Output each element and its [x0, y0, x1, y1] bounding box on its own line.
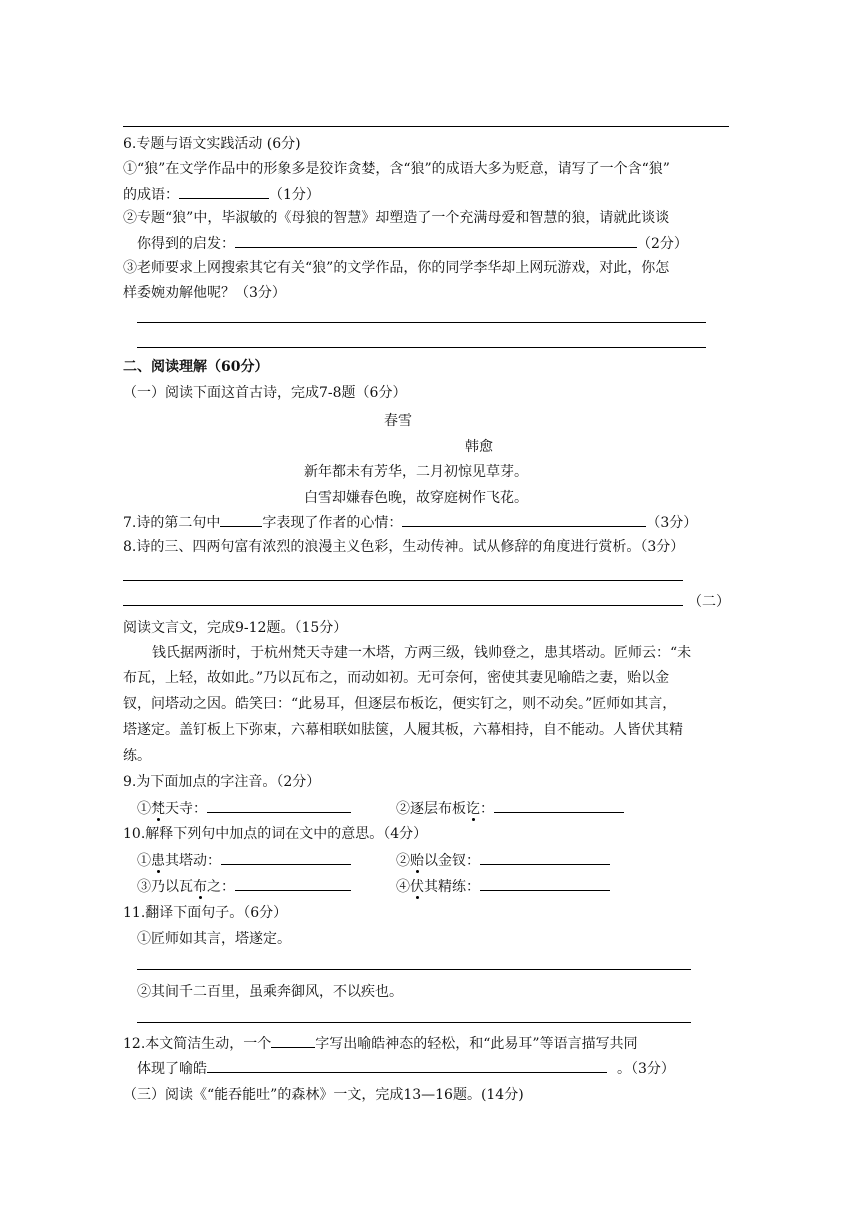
- part3-instruction: （三）阅读《“能吞能吐”的森林》一文，完成13—16题。(14分): [123, 1087, 524, 1103]
- q10-title: 10.解释下列句中加点的词在文中的意思。（4分）: [123, 826, 428, 842]
- q10-1-num: ①: [137, 853, 151, 869]
- prose-line-2: 布瓦，上轻，故如此。”乃以瓦布之，而动如初。无可奈何，密使其妻见喻皓之妻，贻以金: [123, 670, 670, 686]
- q11-title: 11.翻译下面句子。（6分）: [123, 905, 288, 921]
- q12-pre: 12.本文简洁生动，一个: [123, 1036, 272, 1052]
- q6-part1-line2: [123, 184, 320, 205]
- q6-part3-line1: ③老师要求上网搜索其它有关“狼”的文学作品，你的同学李华却上网玩游戏，对此，你怎: [123, 260, 670, 276]
- dotted-char: 患: [151, 853, 165, 869]
- answer-line: [123, 126, 729, 127]
- q6-part2-prefix: 你得到的启发：: [137, 236, 235, 252]
- q10-4-rest: 其精练：: [424, 879, 480, 895]
- answer-line[interactable]: [137, 322, 706, 323]
- prose-line-1: 钱氏据两浙时，于杭州梵天寺建一木塔，方两三级，钱帅登之，患其塔动。匠师云：“未: [152, 645, 692, 661]
- q9-2-rest: ：: [480, 801, 494, 817]
- answer-blank[interactable]: [271, 1033, 315, 1048]
- q7-mood-blank[interactable]: [402, 512, 646, 527]
- dotted-char: 梵: [151, 801, 165, 817]
- idiom-answer-blank[interactable]: [179, 184, 269, 199]
- q10-item-4: [396, 876, 610, 897]
- dotted-char: 布: [193, 879, 207, 895]
- q10-1-rest: 其塔动：: [165, 853, 221, 869]
- dotted-char: 伏: [410, 879, 424, 895]
- q11-sentence-1: ①匠师如其言，塔遂定。: [137, 931, 291, 947]
- part2-instruction: 阅读文言文，完成9-12题。（15分）: [123, 620, 348, 636]
- q12-score: 。（3分）: [617, 1061, 675, 1077]
- q12-line-1: [123, 1033, 638, 1054]
- q7-score: （3分）: [646, 515, 698, 531]
- q9-1-num: ①: [137, 801, 151, 817]
- q10-item-2: [396, 850, 610, 871]
- q9-1-rest: 天寺：: [165, 801, 207, 817]
- poem-author: 韩愈: [465, 439, 493, 455]
- q10-item-3: [137, 876, 351, 897]
- section-title: 二、阅读理解（60分）: [123, 359, 269, 375]
- answer-line[interactable]: [123, 580, 683, 581]
- prose-line-3: 钗，问塔动之因。皓笑曰：“此易耳，但逐层布板讫，便实钉之，则不动矣。”匠师如其言，: [123, 696, 677, 712]
- answer-blank[interactable]: [235, 876, 351, 891]
- answer-blank[interactable]: [221, 850, 351, 865]
- q6-part2-line1: ②专题“狼”中，毕淑敏的《母狼的智慧》却塑造了一个充满母爱和智慧的狼，请就此谈谈: [123, 210, 670, 226]
- poem-line-1: 新年都未有芳华，二月初惊见草芽。: [304, 464, 528, 480]
- answer-line[interactable]: [137, 347, 706, 348]
- prose-line-5: 练。: [123, 748, 151, 764]
- dotted-char: 讫: [466, 801, 480, 817]
- q10-3-rest: 之：: [207, 879, 235, 895]
- answer-blank[interactable]: [207, 798, 351, 813]
- q6-part1-prefix: 的成语：: [123, 187, 179, 203]
- answer-line[interactable]: [137, 969, 691, 970]
- dotted-char: 贻: [410, 853, 424, 869]
- q6-title: 6.专题与语文实践活动 (6分): [123, 136, 301, 152]
- answer-line[interactable]: [137, 1022, 691, 1023]
- q9-2-pre: ②逐层布板: [396, 801, 466, 817]
- q6-part1-line1: ①“狼”在文学作品中的形象多是狡诈贪婪，含“狼”的成语大多为贬意，请写了一个含“狼”: [123, 161, 670, 177]
- q10-2-rest: 以金钗：: [424, 853, 480, 869]
- answer-blank[interactable]: [480, 876, 610, 891]
- answer-blank[interactable]: [480, 850, 610, 865]
- inspiration-answer-blank[interactable]: [235, 233, 637, 248]
- q6-part2-score: （2分）: [637, 236, 688, 252]
- q10-item-1: [137, 850, 351, 871]
- q7-prefix: 7.诗的第二句中: [123, 515, 221, 531]
- q7-word-blank[interactable]: [220, 512, 262, 527]
- q10-3-pre: ③乃以瓦: [137, 879, 193, 895]
- q9-item-1: [137, 798, 351, 819]
- q12-line2-pre: 体现了喻皓: [137, 1061, 207, 1077]
- prose-line-4: 塔遂定。盖钉板上下弥束，六幕相联如胠箧，人履其板，六幕相持，自不能动。人皆伏其精: [123, 722, 683, 738]
- poem-line-2: 白雪却嫌春色晚，故穿庭树作飞花。: [304, 490, 528, 506]
- answer-blank[interactable]: [494, 798, 624, 813]
- answer-line[interactable]: [123, 605, 683, 606]
- q9-title: 9.为下面加点的字注音。（2分）: [123, 774, 321, 790]
- q8: 8.诗的三、四两句富有浓烈的浪漫主义色彩，生动传神。试从修辞的角度进行赏析。（3分）: [123, 539, 685, 555]
- q6-part1-score: （1分）: [269, 187, 320, 203]
- q9-item-2: [396, 798, 624, 819]
- part2-label: （二）: [688, 594, 730, 610]
- q10-2-num: ②: [396, 853, 410, 869]
- q7-middle: 字表现了作者的心情：: [262, 515, 403, 531]
- q11-sentence-2: ②其间千二百里，虽乘奔御风，不以疾也。: [137, 984, 403, 1000]
- q6-part3-line2: 样委婉劝解他呢？（3分）: [123, 285, 286, 301]
- q12-line-2: [137, 1058, 675, 1079]
- q12-post: 字写出喻皓神态的轻松，和“此易耳”等语言描写共同: [315, 1036, 638, 1052]
- q10-4-num: ④: [396, 879, 410, 895]
- poem-title: 春雪: [384, 413, 412, 429]
- answer-blank[interactable]: [207, 1058, 607, 1073]
- part1-instruction: （一）阅读下面这首古诗，完成7-8题（6分）: [123, 385, 407, 401]
- q6-part2-line2: [137, 233, 688, 254]
- q7: [123, 512, 697, 533]
